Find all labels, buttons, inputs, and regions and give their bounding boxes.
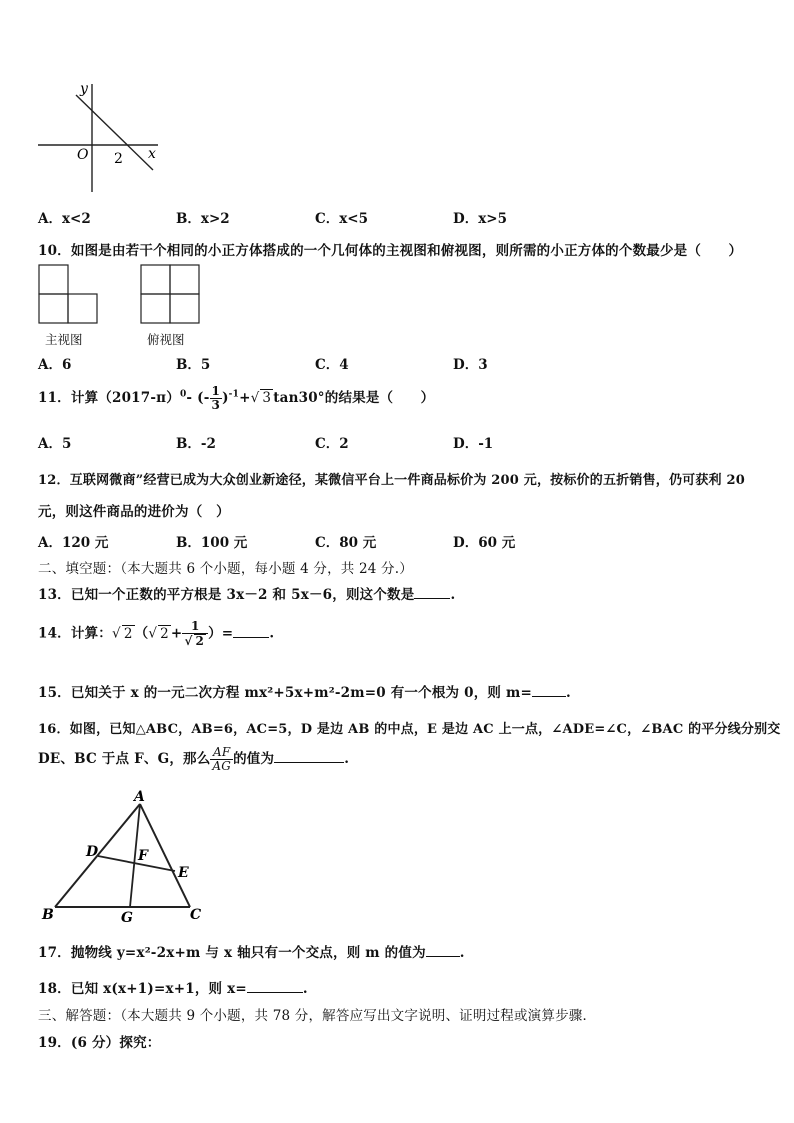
q10-option-d[interactable]: D．3 xyxy=(453,357,488,373)
q11-fraction xyxy=(210,385,223,412)
q12-option-a[interactable]: A．120 元 xyxy=(38,535,109,551)
q14-plus: + xyxy=(170,625,183,642)
q16-answer-blank[interactable] xyxy=(274,762,344,763)
q16-frac-den: AG xyxy=(212,759,232,773)
q14-open: （ xyxy=(134,625,149,642)
q16-frac-num: AF xyxy=(210,746,233,760)
q12-line1: 12．互联网微商”经营已成为大众创业新途径，某微信平台上一件商品标价为 200 元，按标价的五折销售，仍可获利 20 xyxy=(38,473,745,488)
q11-mid2: ) xyxy=(222,390,229,406)
q9-option-c[interactable]: C．x<5 xyxy=(315,211,368,227)
origin-label: O xyxy=(77,147,89,163)
q9-option-b[interactable]: B．x>2 xyxy=(176,211,230,227)
segment-de xyxy=(98,856,175,871)
q16-line1: 16．如图，已知△ABC，AB=6，AC=5，D 是边 AB 的中点，E 是边 AC 上一点，∠ADE=∠C，∠BAC 的平分线分别交 xyxy=(38,722,781,737)
q16-line2 xyxy=(38,746,349,773)
q12-option-d[interactable]: D．60 元 xyxy=(453,535,516,551)
q14-frac-num: 1 xyxy=(182,620,208,634)
q14-answer-blank[interactable] xyxy=(233,637,269,638)
label-f: F xyxy=(138,848,148,864)
q14-prefix: 14．计算： xyxy=(38,625,112,642)
tick-label-2: 2 xyxy=(114,151,123,167)
section3-heading: 三、解答题：（本大题共 9 个小题，共 78 分，解答应写出文字说明、证明过程或演算步骤． xyxy=(38,1008,597,1024)
q11-sqrt: 3 xyxy=(262,390,272,406)
q17-answer-blank[interactable] xyxy=(426,956,460,957)
q19-text: 19．(6 分）探究： xyxy=(38,1035,161,1051)
q18-label: 18．已知 x(x+1)=x+1，则 x= xyxy=(38,981,247,997)
q13-label: 13．已知一个正数的平方根是 3x－2 和 5x－6，则这个数是 xyxy=(38,587,415,603)
q11-exp-0: 0 xyxy=(179,389,187,400)
q11-mid1: - (- xyxy=(186,390,210,406)
label-b: B xyxy=(42,907,54,923)
q10-option-b[interactable]: B．5 xyxy=(176,357,211,373)
q12-option-b[interactable]: B．100 元 xyxy=(176,535,248,551)
q16-fraction xyxy=(210,746,233,773)
q11-suffix: tan30°的结果是（ ） xyxy=(273,390,435,406)
q11-option-a[interactable]: A．5 xyxy=(38,436,72,452)
q9-option-d[interactable]: D．x>5 xyxy=(453,211,507,227)
q11-prefix: 11．计算（2017-π） xyxy=(38,390,180,406)
q15-text xyxy=(38,681,571,701)
q14-period: . xyxy=(269,625,275,642)
top-view xyxy=(140,264,202,326)
label-e: E xyxy=(178,865,189,881)
q12-line2: 元，则这件商品的进价为（ ） xyxy=(38,504,230,520)
x-axis-label: x xyxy=(148,146,156,162)
q15-answer-blank[interactable] xyxy=(532,696,566,697)
label-a: A xyxy=(134,789,145,805)
q14-close: ）= xyxy=(208,625,234,642)
q16-period: . xyxy=(344,751,350,767)
q16-line2-suffix: 的值为 xyxy=(233,751,275,767)
q11-text: 11．计算$(2017-\pi)^0-$ (- $\frac{1}{3}$ )$^{-1}$+√ 3 tan30°的结果是（ ） xyxy=(38,384,435,412)
q18-answer-blank[interactable] xyxy=(247,992,303,993)
section2-heading: 二、填空题：（本大题共 6 个小题，每小题 4 分，共 24 分.） xyxy=(38,561,413,577)
front-view-label: 主视图 xyxy=(45,332,83,347)
q14-frac-den: √ 2 xyxy=(184,634,205,648)
front-view xyxy=(38,264,100,326)
q16-line2-prefix: DE、BC 于点 F、G，那么 xyxy=(38,751,211,767)
q15-period: . xyxy=(566,685,571,701)
q13-text: 13．已知一个正数的平方根是 3x－2 和 5x－6，则这个数是 . xyxy=(38,587,456,603)
q10-text: 10．如图是由若干个相同的小正方体搭成的一个几何体的主视图和俯视图，则所需的小正方体的个数最少是（ ） xyxy=(38,243,743,259)
top-view-label: 俯视图 xyxy=(147,332,185,347)
q11-exp-neg1: -1 xyxy=(228,389,240,400)
q12-option-c[interactable]: C．80 元 xyxy=(315,535,377,551)
q11-option-b[interactable]: B．-2 xyxy=(176,436,216,452)
label-c: C xyxy=(190,907,202,923)
q14-text: 14．计算：√ 2 （√ 2 + $\frac{1}{√ 2}$ ）= . xyxy=(38,619,275,648)
q11-frac-den: 3 xyxy=(211,398,221,412)
q10-option-a[interactable]: A．6 xyxy=(38,357,72,373)
label-d: D xyxy=(86,844,99,860)
q14-sqrt-a: 2 xyxy=(123,625,133,642)
triangle-figure xyxy=(38,786,218,926)
q9-graph xyxy=(30,78,170,198)
q14-sqrt-b: 2 xyxy=(160,625,169,642)
q11-option-c[interactable]: C．2 xyxy=(315,436,349,452)
q11-option-d[interactable]: D．-1 xyxy=(453,436,494,452)
q10-option-c[interactable]: C．4 xyxy=(315,357,349,373)
q15-label: 15．已知关于 x 的一元二次方程 mx²+5x+m²-2m=0 有一个根为 0，则 m= xyxy=(38,685,533,701)
q17-text: 17．抛物线 y=x²-2x+m 与 x 轴只有一个交点，则 m 的值为 . xyxy=(38,945,465,961)
q17-label: 17．抛物线 y=x²-2x+m 与 x 轴只有一个交点，则 m 的值为 xyxy=(38,945,426,961)
label-g: G xyxy=(121,910,133,926)
y-axis-label: y xyxy=(80,81,88,97)
q18-text: 18．已知 x(x+1)=x+1，则 x= . xyxy=(38,981,308,997)
q13-answer-blank[interactable] xyxy=(414,598,450,599)
q11-frac-num: 1 xyxy=(211,384,221,398)
q11-plus: + xyxy=(239,390,251,406)
q9-option-a[interactable]: A．x<2 xyxy=(38,211,91,227)
q14-fraction xyxy=(182,620,208,648)
